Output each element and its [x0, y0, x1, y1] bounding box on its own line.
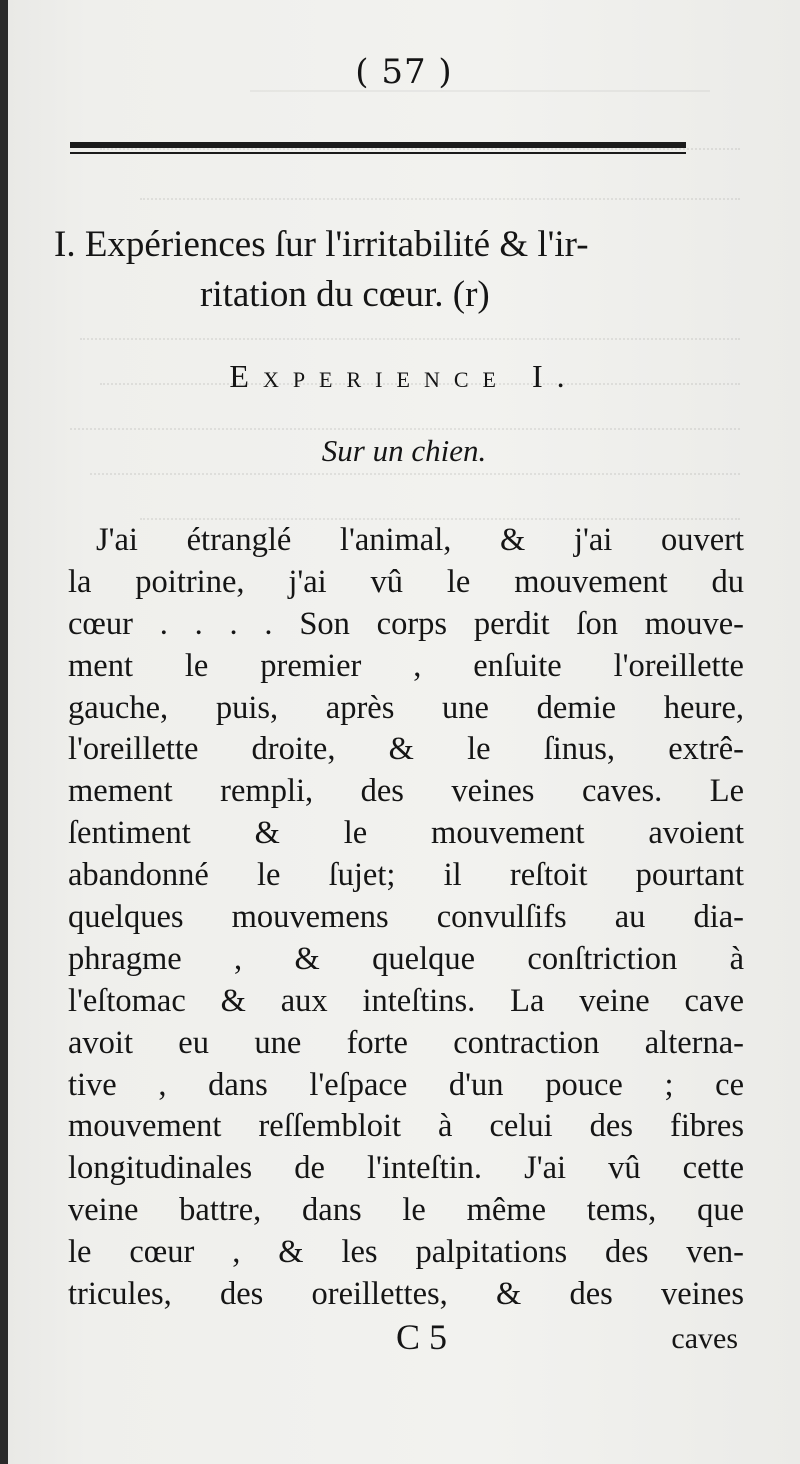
- header-rule-thin: [70, 152, 686, 154]
- body-line: gauche, puis, après une demie heure,: [68, 689, 744, 726]
- body-line: l'eſtomac & aux inteſtins. La veine cave: [68, 982, 744, 1019]
- body-line: phragme , & quelque conſtriction à: [68, 940, 744, 977]
- body-line: ſentiment & le mouvement avoient: [68, 815, 744, 852]
- body-line: J'ai étranglé l'animal, & j'ai ouvert: [96, 522, 744, 558]
- section-title-line-2: ritation du cœur. (r): [200, 274, 490, 315]
- body-line: le cœur , & les palpitations des ven-: [68, 1234, 744, 1271]
- body-paragraph: [68, 520, 744, 1316]
- book-page: [8, 0, 800, 1464]
- experience-heading: Experience I.: [229, 358, 579, 394]
- body-line: avoit eu une forte contraction alterna-: [68, 1024, 744, 1061]
- section-title: [54, 220, 754, 320]
- page-number: ( 57 ): [355, 52, 453, 92]
- body-line: la poitrine, j'ai vû le mouvement du: [68, 563, 744, 600]
- body-line: tricules, des oreillettes, & des veines: [68, 1276, 744, 1313]
- header-rule-thick: [70, 142, 686, 148]
- body-line: abandonné le ſujet; il reſtoit pourtant: [68, 857, 744, 894]
- body-line: mement rempli, des veines caves. Le: [68, 773, 744, 810]
- body-line: l'oreillette droite, & le ſinus, extrê-: [68, 731, 744, 768]
- body-line: veine battre, dans le même tems, que: [68, 1192, 744, 1229]
- body-line: tive , dans l'eſpace d'un pouce ; ce: [68, 1066, 744, 1103]
- body-line: quelques mouvemens convulſifs au dia-: [68, 899, 744, 936]
- body-line: ment le premier , enſuite l'oreillette: [68, 647, 744, 684]
- signature-mark: C 5: [396, 1317, 448, 1357]
- section-title-line-1: I. Expériences ſur l'irritabilité & l'ir-: [54, 224, 589, 265]
- body-line: cœur . . . . Son corps perdit ſon mouve-: [68, 605, 744, 642]
- experience-subtitle: Sur un chien.: [321, 433, 487, 468]
- body-line: longitudinales de l'inteſtin. J'ai vû cette: [68, 1150, 744, 1187]
- body-line: mouvement reſſembloit à celui des fibres: [68, 1108, 744, 1145]
- catchword: caves: [671, 1322, 738, 1355]
